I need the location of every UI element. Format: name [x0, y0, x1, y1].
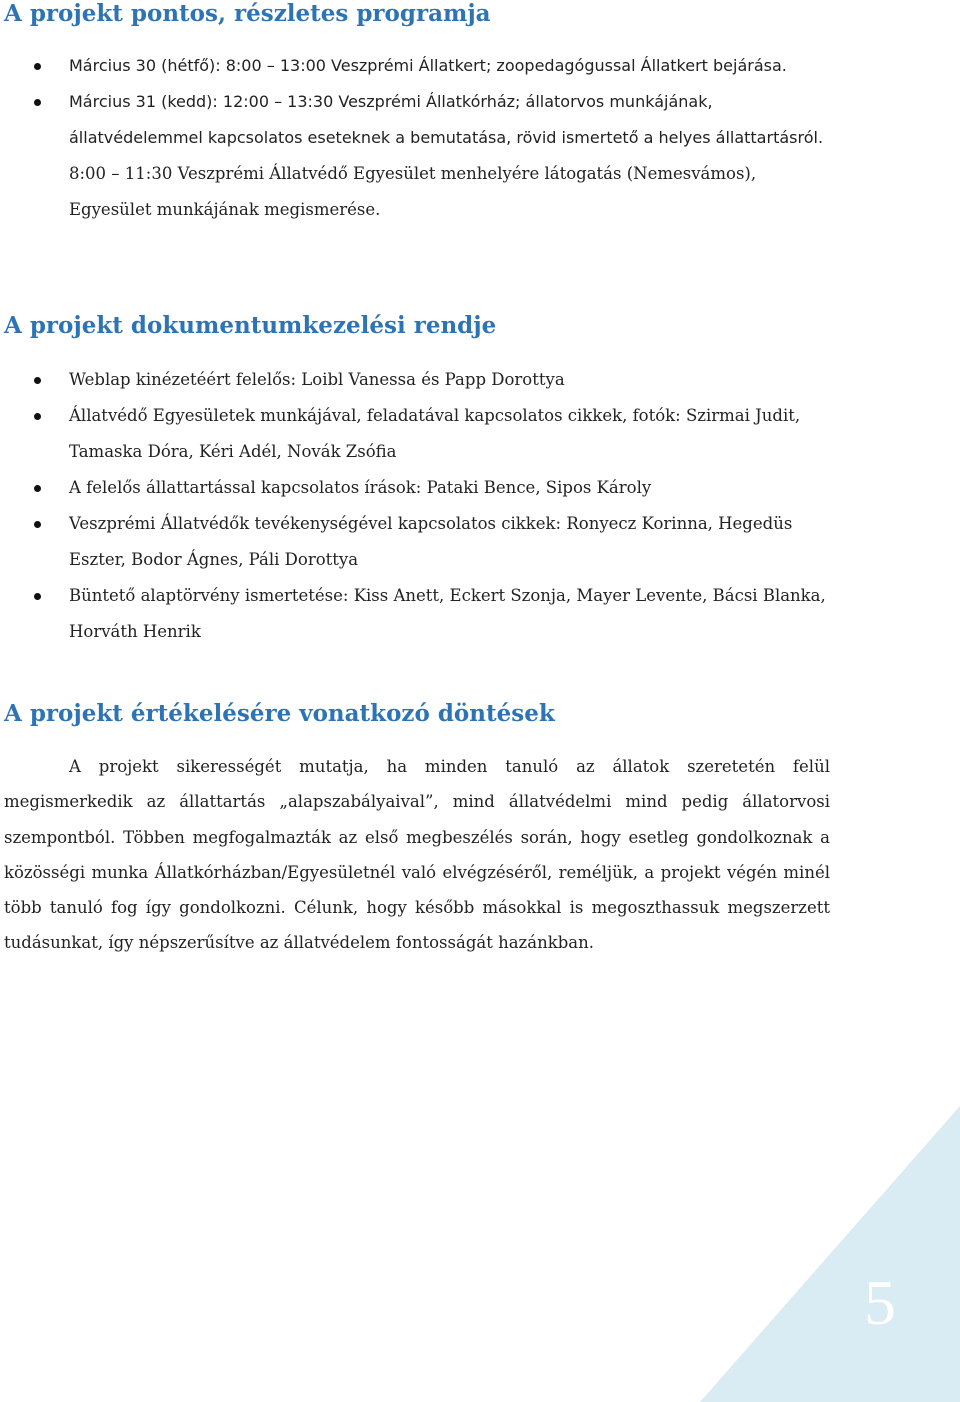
documents-item-text: A felelős állattartással kapcsolatos írások: Pataki Bence, Sipos Károly	[69, 478, 652, 497]
bullet-icon	[34, 521, 41, 528]
heading-evaluation: A projekt értékelésére vonatkozó döntések	[4, 700, 555, 727]
heading-documents: A projekt dokumentumkezelési rendje	[4, 312, 497, 339]
bullet-icon	[34, 485, 41, 492]
page-number: 5	[864, 1267, 896, 1338]
documents-item	[0, 578, 840, 650]
program-item-text: Március 31 (kedd): 12:00 – 13:30 Veszprémi Állatkórház; állatorvos munkájának, állatvédelemmel kapcsolatos eseteknek a bemutatása, rövid ismertető a helyes állattartásról.	[69, 92, 824, 147]
bullet-icon	[34, 377, 41, 384]
program-list	[0, 48, 840, 228]
documents-item	[0, 470, 840, 506]
bullet-icon	[34, 99, 41, 106]
documents-item-text: Büntető alaptörvény ismertetése: Kiss Anett, Eckert Szonja, Mayer Levente, Bácsi Blanka, Horváth Henrik	[69, 586, 826, 641]
documents-item-text: Weblap kinézetéért felelős: Loibl Vanessa és Papp Dorottya	[69, 370, 565, 389]
program-item-text: Március 30 (hétfő): 8:00 – 13:00 Veszprémi Állatkert; zoopedagógussal Állatkert bejárása.	[69, 56, 787, 75]
documents-item-text: Állatvédő Egyesületek munkájával, feladatával kapcsolatos cikkek, fotók: Szirmai Judit, Tamaska Dóra, Kéri Adél, Novák Zsófia	[69, 406, 801, 461]
program-item	[0, 48, 840, 84]
corner-decoration	[700, 1106, 960, 1402]
program-item	[0, 84, 840, 156]
bullet-icon	[34, 413, 41, 420]
evaluation-paragraph: A projekt sikerességét mutatja, ha minden tanuló az állatok szeretetén felül megismerkedik az állattartás „alapszabályaival”, mind állatvédelmi mind pedig állatorvosi szempontból. Többen megfogalmazták az első megbeszélés során, hogy esetleg gondolkoznak a közösségi munka Állatkórházban/Egyesületnél való elvégzéséről, reméljük, a projekt végén minél több tanuló fog így gondolkozni. Célunk, hogy később másokkal is megoszthassuk megszerzett tudásunkat, így népszerűsítve az állatvédelem fontosságát hazánkban.	[4, 757, 830, 953]
documents-item	[0, 506, 840, 578]
documents-item	[0, 398, 840, 470]
program-item-continuation	[0, 156, 840, 228]
bullet-icon	[34, 593, 41, 600]
documents-item-text: Veszprémi Állatvédők tevékenységével kapcsolatos cikkek: Ronyecz Korinna, Hegedüs Eszter, Bodor Ágnes, Páli Dorottya	[69, 514, 793, 569]
bullet-icon	[34, 63, 41, 70]
documents-list	[0, 362, 840, 650]
documents-item	[0, 362, 840, 398]
program-continuation-text: 8:00 – 11:30 Veszprémi Állatvédő Egyesület menhelyére látogatás (Nemesvámos), Egyesület munkájának megismerése.	[69, 164, 757, 219]
heading-program: A projekt pontos, részletes programja	[4, 0, 491, 27]
